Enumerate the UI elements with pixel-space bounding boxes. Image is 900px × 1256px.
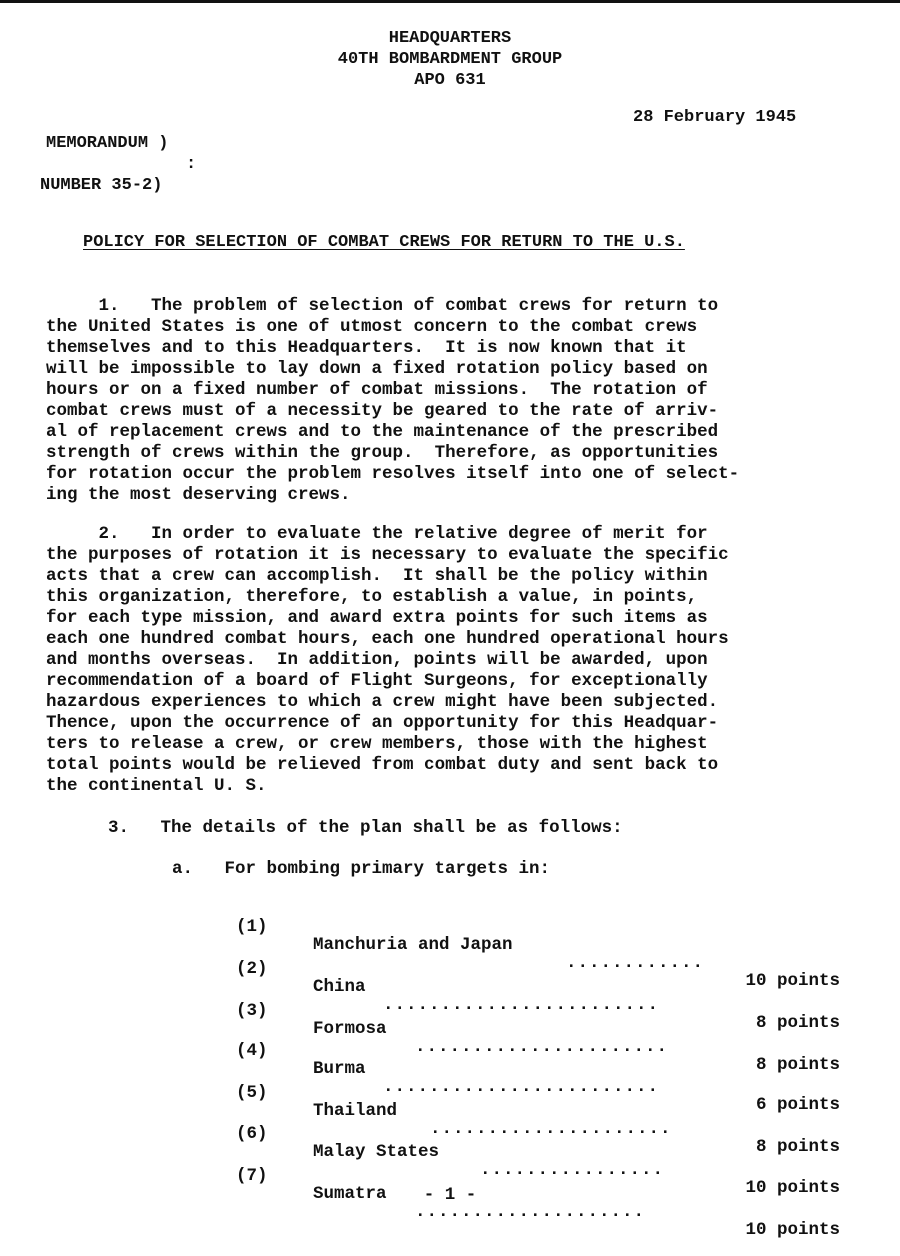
item-number: (1) [236,917,268,937]
paragraph-line: and months overseas. In addition, points will be awarded, upon [46,650,708,670]
item-number: (4) [236,1041,268,1061]
paragraph-line: 2. In order to evaluate the relative degree of merit for [46,524,708,544]
memo-date: 28 February 1945 [633,108,797,127]
paragraph-line: recommendation of a board of Flight Surgeons, for exceptionally [46,671,708,691]
header-apo: APO 631 [414,71,486,90]
paragraph-3: 3. The details of the plan shall be as follows: [108,818,623,838]
item-leader-dots: .................... [415,1202,646,1222]
paragraph-line: for rotation occur the problem resolves itself into one of select- [46,464,740,484]
paragraph-line: Thence, upon the occurrence of an opportunity for this Headquar- [46,713,719,733]
memo-number: NUMBER 35-2) [40,176,163,195]
paragraph-1 [46,296,856,506]
item-number: (6) [236,1124,268,1144]
item-number: (3) [236,1001,268,1021]
paragraph-line: the United States is one of utmost concern to the combat crews [46,317,698,337]
item-number: (2) [236,959,268,979]
page-number: - 1 - [423,1185,477,1205]
header-group: 40TH BOMBARDMENT GROUP [337,50,563,69]
item-points: 10 points [745,1178,840,1198]
item-points: 8 points [755,1013,840,1033]
item-leader-dots: ........................ [383,995,660,1015]
item-place: Malay States [313,1142,440,1162]
item-number: (5) [236,1083,268,1103]
paragraph-line: this organization, therefore, to establish a value, in points, [46,587,698,607]
paragraph-line: 1. The problem of selection of combat crews for return to [46,296,719,316]
item-place: Sumatra [313,1184,387,1204]
paragraph-line: each one hundred combat hours, each one hundred operational hours [46,629,729,649]
top-border [0,0,900,3]
item-place: Manchuria and Japan [313,935,513,955]
subheading-a: a. For bombing primary targets in: [172,859,551,879]
paragraph-2 [46,524,856,797]
paragraph-line: combat crews must of a necessity be geared to the rate of arriv- [46,401,719,421]
item-points: 8 points [755,1137,840,1157]
document-title: POLICY FOR SELECTION OF COMBAT CREWS FOR RETURN TO THE U.S. [83,233,685,252]
item-leader-dots: ........................ [383,1077,660,1097]
paragraph-line: acts that a crew can accomplish. It shall be the policy within [46,566,708,586]
paragraph-line: al of replacement crews and to the maintenance of the prescribed [46,422,719,442]
item-leader-dots: ............ [566,953,705,973]
paragraph-line: the continental U. S. [46,776,267,796]
item-place: China [313,977,366,997]
paragraph-line: ing the most deserving crews. [46,485,351,505]
paragraph-line: the purposes of rotation it is necessary to evaluate the specific [46,545,729,565]
list-item [0,1148,900,1240]
header-hq: HEADQUARTERS [388,29,512,48]
item-place: Thailand [313,1101,398,1121]
item-leader-dots: ..................... [430,1119,672,1139]
item-place: Formosa [313,1019,387,1039]
item-points: 6 points [755,1095,840,1115]
item-place: Burma [313,1059,366,1079]
paragraph-line: strength of crews within the group. Therefore, as opportunities [46,443,719,463]
memo-colon: : [186,155,197,174]
item-points: 10 points [745,1220,840,1240]
paragraph-line: hours or on a fixed number of combat missions. The rotation of [46,380,708,400]
paragraph-line: total points would be relieved from combat duty and sent back to [46,755,719,775]
memo-label: MEMORANDUM ) [46,134,169,153]
paragraph-line: for each type mission, and award extra points for such items as [46,608,708,628]
item-leader-dots: ...................... [415,1037,669,1057]
item-number: (7) [236,1166,268,1186]
item-points: 10 points [745,971,840,991]
paragraph-line: ters to release a crew, or crew members, those with the highest [46,734,708,754]
item-leader-dots: ................ [480,1160,665,1180]
item-points: 8 points [755,1055,840,1075]
paragraph-line: themselves and to this Headquarters. It is now known that it [46,338,687,358]
paragraph-line: will be impossible to lay down a fixed rotation policy based on [46,359,708,379]
paragraph-line: hazardous experiences to which a crew might have been subjected. [46,692,719,712]
